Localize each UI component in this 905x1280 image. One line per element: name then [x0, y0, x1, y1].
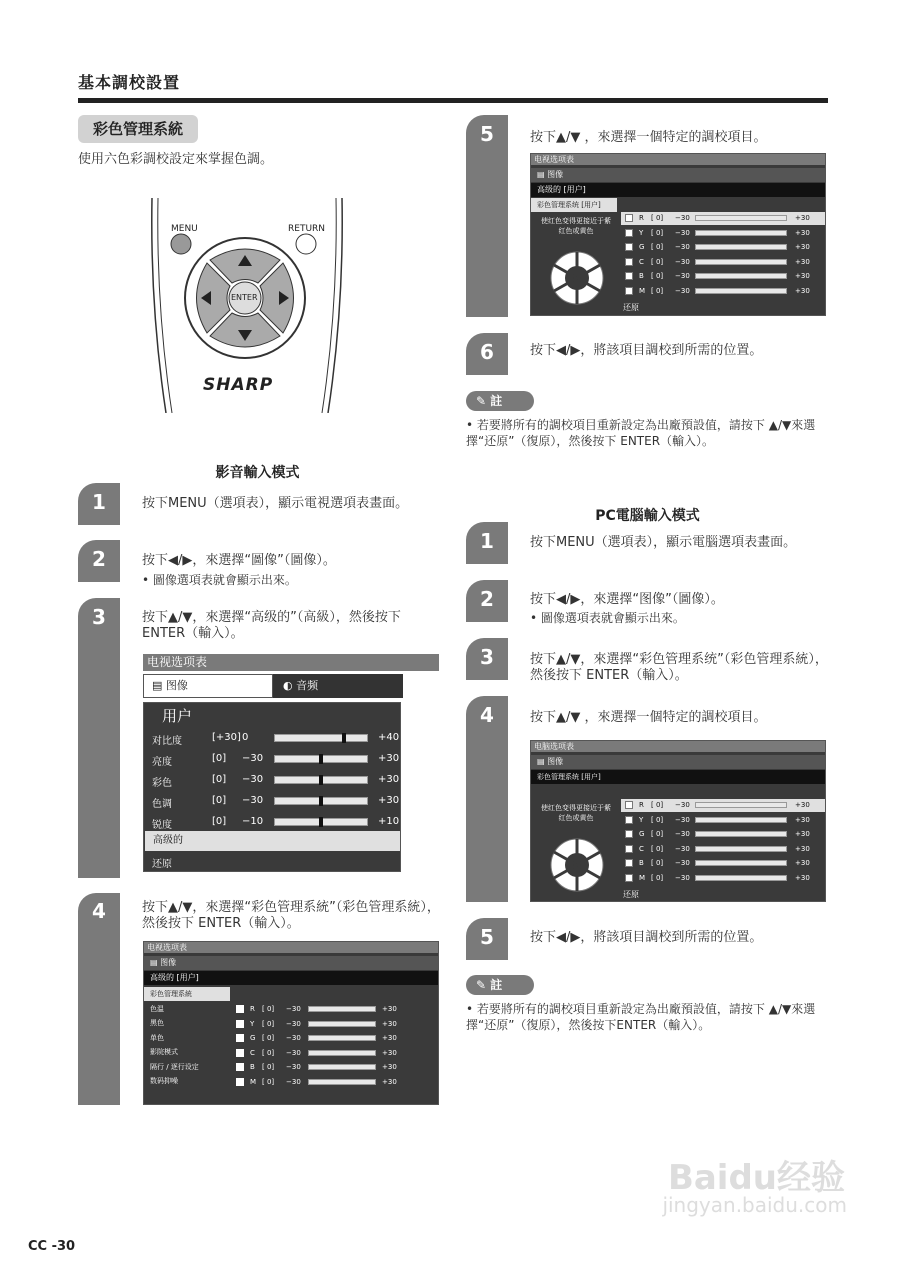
step-bullet: • 圖像選項表就會顯示出來。: [142, 573, 297, 587]
channel-row[interactable]: [621, 270, 825, 283]
range-max: +30: [382, 1048, 397, 1057]
step-number: 5: [480, 122, 494, 146]
channel-letter: M: [250, 1077, 257, 1086]
osd-title: 电脑选项表: [531, 741, 825, 752]
slider-thumb[interactable]: [342, 733, 346, 743]
channel-value: [ 0]: [651, 272, 664, 281]
channel-slider[interactable]: [695, 215, 787, 221]
tab-label: 图像: [160, 958, 177, 967]
note-text: • 若要將所有的調校項目重新設定為出廠預設值，請按下 ▲/▼來選擇“还原”（復原），然後按下ENTER（輸入）。: [466, 1002, 816, 1032]
range-min: −30: [242, 774, 264, 785]
remote-illustration: [148, 198, 346, 413]
channel-value: [ 0]: [651, 830, 664, 839]
range-min: −30: [242, 753, 264, 764]
watermark: Baidu经验: [667, 1158, 845, 1198]
range-min: −30: [286, 1048, 301, 1057]
step-bar: [78, 893, 120, 1105]
range-max: +30: [795, 228, 810, 237]
channel-slider[interactable]: [695, 230, 787, 236]
step-number: 6: [480, 340, 494, 364]
channel-row[interactable]: [236, 1061, 436, 1073]
note-body: 若要將所有的調校項目重新設定為出廠預設值，請按下 ▲/▼來選擇“还原”（復原），然後按下ENTER（輸入）。: [466, 1002, 816, 1032]
slider-thumb[interactable]: [319, 775, 323, 785]
channel-slider[interactable]: [695, 875, 787, 881]
range-min: −30: [675, 272, 690, 281]
checkbox[interactable]: [625, 214, 633, 222]
step-text: 按下◀/▶，將該項目調校到所需的位置。: [530, 930, 763, 945]
advanced-header: 高级的 [用户]: [144, 971, 438, 985]
cms-menu-item[interactable]: 影院模式: [150, 1048, 178, 1056]
pc-mode-title: PC電腦輸入模式: [595, 508, 700, 524]
step-number: 4: [92, 899, 106, 923]
channel-slider[interactable]: [695, 846, 787, 852]
channel-value: [ 0]: [262, 1063, 275, 1071]
menu-item-advanced[interactable]: 高级的: [145, 831, 400, 851]
checkbox[interactable]: [625, 874, 633, 882]
range-min: −30: [675, 830, 690, 839]
checkbox[interactable]: [625, 272, 633, 280]
range-min: −30: [286, 1019, 301, 1028]
tab-picture[interactable]: [531, 755, 825, 769]
channel-value: [ 0]: [651, 874, 664, 882]
channel-letter: B: [639, 859, 644, 868]
channel-slider[interactable]: [308, 1064, 376, 1070]
picture-icon: ▤: [150, 958, 161, 967]
channel-row[interactable]: [621, 256, 825, 269]
channel-slider[interactable]: [695, 831, 787, 837]
channel-slider[interactable]: [308, 1035, 376, 1041]
step-text: 按下▲/▼，來選擇“彩色管理系统”（彩色管理系統），然後按下 ENTER（輸入）。: [530, 652, 828, 683]
tab-label: 音频: [296, 679, 319, 692]
range-max: +30: [795, 815, 810, 824]
setting-row[interactable]: [144, 771, 400, 791]
checkbox[interactable]: [625, 830, 633, 838]
setting-label: 彩色: [152, 778, 172, 789]
range-min: −30: [675, 287, 690, 295]
menu-item-reset[interactable]: 还原: [623, 890, 639, 899]
channel-row[interactable]: [621, 843, 825, 856]
channel-value: [ 0]: [262, 1005, 275, 1013]
channel-value: [ 0]: [651, 243, 664, 252]
range-max: +30: [378, 753, 400, 764]
step-text: 按下◀/▶，來選擇“圖像”（圖像）。: [142, 553, 336, 568]
tab-audio[interactable]: [273, 674, 403, 698]
range-max: +30: [795, 874, 810, 882]
color-wheel-icon: [549, 250, 605, 306]
channel-row[interactable]: [621, 241, 825, 254]
channel-slider[interactable]: [695, 860, 787, 866]
channel-row[interactable]: [236, 1076, 436, 1088]
channel-value: [ 0]: [651, 815, 664, 824]
note-label: 註: [490, 394, 503, 408]
step-number: 3: [92, 605, 106, 629]
channel-row[interactable]: [621, 872, 825, 885]
section-title: 彩色管理系統: [78, 115, 198, 143]
channel-row[interactable]: [621, 212, 825, 225]
step-number: 4: [480, 703, 494, 727]
setting-row[interactable]: [144, 792, 400, 812]
setting-slider[interactable]: [274, 755, 368, 763]
hint-text: 使红色变得更接近于紫红色或黄色: [541, 217, 611, 235]
range-min: −30: [675, 257, 690, 266]
setting-value: [0]: [212, 753, 227, 764]
range-max: +30: [795, 257, 810, 266]
cms-menu-item[interactable]: 隔行 / 逐行设定: [150, 1062, 199, 1071]
range-max: +30: [382, 1005, 397, 1013]
channel-row[interactable]: [621, 828, 825, 841]
channel-value: [ 0]: [262, 1077, 275, 1086]
cms-menu-item[interactable]: 彩色管理系統: [144, 987, 230, 1001]
range-max: +30: [795, 844, 810, 853]
page-header: 基本調校設置: [78, 73, 181, 92]
setting-value: [0]: [212, 774, 227, 785]
range-max: +30: [378, 774, 400, 785]
setting-value: [+30]: [212, 732, 241, 743]
setting-value: [0]: [212, 816, 227, 827]
setting-value: [0]: [212, 795, 227, 806]
range-min: −30: [675, 801, 690, 809]
channel-row[interactable]: [621, 857, 825, 870]
checkbox[interactable]: [236, 1020, 244, 1028]
brand-logo: SHARP: [203, 375, 274, 395]
step-text: 按下▲/▼，來選擇“彩色管理系統”（彩色管理系統），然後按下 ENTER（輸入）。: [142, 900, 440, 931]
cms-header: 彩色管理系统 [用户]: [531, 198, 617, 212]
note-label: 註: [490, 978, 503, 992]
channel-value: [ 0]: [651, 287, 664, 295]
checkbox[interactable]: [625, 243, 633, 251]
channel-value: [ 0]: [262, 1019, 275, 1028]
channel-letter: M: [639, 287, 646, 295]
range-min: −30: [675, 874, 690, 882]
channel-letter: G: [639, 243, 645, 252]
range-min: −30: [675, 228, 690, 237]
slider-thumb[interactable]: [319, 817, 323, 827]
menu-item-reset[interactable]: 还原: [152, 859, 172, 870]
channel-row[interactable]: [236, 1003, 436, 1015]
section-subtitle: 使用六色彩調校設定來掌握色調。: [78, 152, 274, 167]
checkbox[interactable]: [236, 1034, 244, 1042]
setting-row[interactable]: [144, 813, 400, 833]
pc-cms-osd: [530, 740, 826, 902]
advanced-header: 高级的 [用户]: [531, 183, 825, 197]
channel-value: [ 0]: [651, 844, 664, 853]
header-rule: [78, 98, 828, 103]
menu-item-reset[interactable]: 还原: [623, 303, 639, 312]
channel-letter: C: [250, 1048, 255, 1057]
channel-letter: Y: [639, 228, 644, 237]
channel-row[interactable]: [236, 1018, 436, 1030]
channel-letter: C: [639, 257, 644, 266]
tv-menu-osd: [143, 654, 439, 872]
av-mode-title: 影音輸入模式: [215, 465, 300, 481]
channel-value: [ 0]: [262, 1048, 275, 1057]
bullet-text: 圖像選項表就會顯示出來。: [152, 573, 297, 587]
step-text: 按下▲/▼ ，來選擇一個特定的調校項目。: [530, 130, 767, 145]
step-number: 1: [480, 529, 494, 553]
channel-letter: Y: [250, 1019, 255, 1028]
cms-menu-item[interactable]: 色温: [150, 1004, 164, 1013]
checkbox[interactable]: [236, 1078, 244, 1086]
step-number: 2: [480, 587, 494, 611]
range-min: −30: [286, 1034, 301, 1042]
checkbox[interactable]: [625, 258, 633, 266]
checkbox[interactable]: [625, 845, 633, 853]
speaker-icon: ◐: [283, 679, 297, 692]
note-badge: [466, 391, 534, 411]
channel-value: [ 0]: [651, 214, 664, 222]
channel-letter: R: [639, 214, 644, 222]
setting-label: 色调: [152, 799, 172, 810]
setting-slider[interactable]: [274, 797, 368, 805]
channel-slider[interactable]: [695, 288, 787, 294]
tab-label: 图像: [547, 170, 564, 179]
channel-letter: B: [639, 272, 644, 281]
range-max: +30: [795, 859, 810, 868]
step-text: 按下MENU（選項表），顯示電腦選項表畫面。: [530, 535, 797, 550]
step-text: 按下◀/▶，將該項目調校到所需的位置。: [530, 343, 763, 358]
picture-panel: [143, 702, 401, 872]
range-min: −30: [675, 214, 690, 222]
note-body: 若要將所有的調校項目重新設定為出廠預設值，請按下 ▲/▼來選擇“还原”（復原），然後按下 ENTER（輸入）。: [466, 418, 816, 448]
note-text: • 若要將所有的調校項目重新設定為出廠預設值，請按下 ▲/▼來選擇“还原”（復原），然後按下 ENTER（輸入）。: [466, 418, 816, 448]
range-max: +30: [795, 287, 810, 295]
tab-label: 图像: [547, 757, 564, 766]
setting-label: 亮度: [152, 757, 172, 768]
menu-label: MENU: [171, 224, 198, 234]
channel-value: [ 0]: [651, 228, 664, 237]
channel-slider[interactable]: [308, 1079, 376, 1085]
step-bullet: • 圖像選項表就會顯示出來。: [530, 611, 685, 625]
channel-letter: G: [250, 1034, 256, 1042]
range-max: +30: [382, 1019, 397, 1028]
channel-row[interactable]: [621, 799, 825, 812]
channel-letter: R: [639, 801, 644, 809]
checkbox[interactable]: [625, 816, 633, 824]
hint-text: 使红色变得更接近于紫红色或黄色: [541, 804, 611, 822]
pencil-icon: ✎: [476, 394, 491, 408]
checkbox[interactable]: [236, 1005, 244, 1013]
watermark-url: jingyan.baidu.com: [662, 1193, 847, 1217]
enter-label: ENTER: [231, 293, 258, 302]
channel-letter: Y: [639, 815, 644, 824]
checkbox[interactable]: [625, 859, 633, 867]
cms-adjust-osd: [530, 153, 826, 316]
range-max: +30: [795, 243, 810, 252]
step-text: 按下MENU（選項表），顯示電視選項表畫面。: [142, 496, 409, 511]
setting-slider[interactable]: [274, 776, 368, 784]
osd-title: 电视选项表: [143, 654, 439, 671]
tab-label: 图像: [165, 679, 188, 692]
channel-value: [ 0]: [262, 1034, 275, 1042]
range-max: +30: [382, 1077, 397, 1086]
channel-slider[interactable]: [308, 1006, 376, 1012]
picture-icon: ▤: [537, 757, 548, 766]
tab-picture[interactable]: [531, 168, 825, 182]
range-max: +10: [378, 816, 400, 827]
cms-menu-osd: [143, 941, 439, 1105]
range-min: −30: [675, 844, 690, 853]
cms-menu-item[interactable]: 单色: [150, 1033, 164, 1042]
channel-row[interactable]: [621, 814, 825, 827]
range-max: +30: [795, 214, 810, 222]
channel-value: [ 0]: [651, 859, 664, 868]
note-badge: [466, 975, 534, 995]
setting-label: 对比度: [152, 736, 182, 747]
range-min: −10: [242, 816, 264, 827]
range-max: +30: [382, 1063, 397, 1071]
checkbox[interactable]: [625, 287, 633, 295]
step-text: 按下◀/▶，來選擇“图像”（圖像）。: [530, 592, 724, 607]
checkbox[interactable]: [625, 229, 633, 237]
channel-letter: B: [250, 1063, 255, 1071]
page-number: CC -30: [28, 1239, 76, 1254]
channel-value: [ 0]: [651, 257, 664, 266]
picture-icon: ▤: [152, 679, 166, 692]
channel-letter: G: [639, 830, 645, 839]
bullet-text: 圖像選項表就會顯示出來。: [540, 611, 685, 625]
checkbox[interactable]: [236, 1049, 244, 1057]
channel-slider[interactable]: [695, 273, 787, 279]
cms-header: 彩色管理系统 [用户]: [531, 770, 825, 784]
range-min: −30: [675, 815, 690, 824]
return-label: RETURN: [288, 224, 326, 234]
tab-picture[interactable]: [144, 956, 438, 970]
step-number: 5: [480, 925, 494, 949]
channel-row[interactable]: [236, 1047, 436, 1059]
step-number: 3: [480, 645, 494, 669]
osd-title: 电视选项表: [531, 154, 825, 165]
pencil-icon: ✎: [476, 978, 491, 992]
picture-icon: ▤: [537, 170, 548, 179]
setting-label: 锐度: [152, 820, 172, 831]
slider-thumb[interactable]: [319, 796, 323, 806]
channel-letter: C: [639, 844, 644, 853]
user-mode: 用户: [162, 707, 193, 725]
step-text: 按下▲/▼ ，來選擇一個特定的調校項目。: [530, 710, 767, 725]
channel-row[interactable]: [236, 1032, 436, 1044]
channel-slider[interactable]: [308, 1050, 376, 1056]
channel-slider[interactable]: [695, 259, 787, 265]
cms-menu-item[interactable]: 黑色: [150, 1019, 164, 1027]
range-min: −30: [242, 795, 264, 806]
slider-thumb[interactable]: [319, 754, 323, 764]
step-text: 按下▲/▼，來選擇“高级的”（高級），然後按下 ENTER（輸入）。: [142, 610, 401, 641]
channel-row[interactable]: [621, 285, 825, 298]
range-min: 0: [242, 732, 249, 743]
osd-title: 电视选项表: [144, 942, 438, 953]
checkbox[interactable]: [236, 1063, 244, 1071]
range-min: −30: [675, 859, 690, 868]
cms-menu-item[interactable]: 数码抑噪: [150, 1077, 178, 1085]
range-max: +30: [795, 830, 810, 839]
range-max: +30: [795, 272, 810, 281]
range-max: +40: [378, 732, 400, 743]
tab-picture[interactable]: [143, 674, 273, 698]
range-max: +30: [795, 801, 810, 809]
channel-row[interactable]: [621, 227, 825, 240]
range-min: −30: [286, 1063, 301, 1071]
range-min: −30: [286, 1005, 301, 1013]
channel-slider[interactable]: [695, 244, 787, 250]
range-min: −30: [675, 243, 690, 252]
checkbox[interactable]: [625, 801, 633, 809]
step-bar: [78, 598, 120, 878]
step-number: 1: [92, 490, 106, 514]
channel-letter: R: [250, 1005, 255, 1013]
step-number: 2: [92, 547, 106, 571]
channel-slider[interactable]: [695, 802, 787, 808]
channel-slider[interactable]: [695, 817, 787, 823]
range-max: +30: [382, 1034, 397, 1042]
color-wheel-icon: [549, 837, 605, 893]
channel-slider[interactable]: [308, 1021, 376, 1027]
setting-slider[interactable]: [274, 734, 368, 742]
channel-letter: M: [639, 874, 646, 882]
setting-row[interactable]: [144, 729, 400, 749]
range-max: +30: [378, 795, 400, 806]
setting-row[interactable]: [144, 750, 400, 770]
channel-value: [ 0]: [651, 801, 664, 809]
setting-slider[interactable]: [274, 818, 368, 826]
range-min: −30: [286, 1077, 301, 1086]
